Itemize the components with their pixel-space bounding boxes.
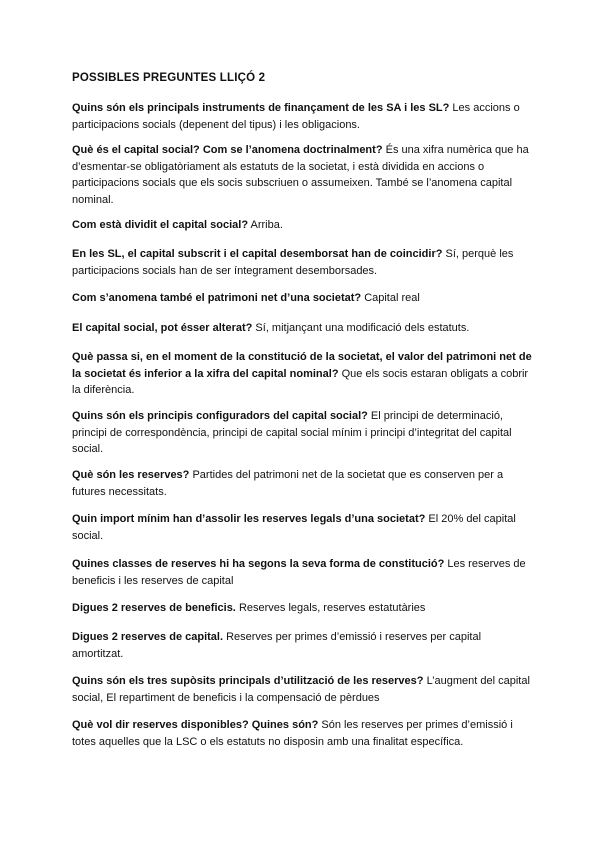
question: Digues 2 reserves de beneficis. <box>72 602 236 614</box>
answer: L’augment del capital social, El repartiment de beneficis i la compensació de pèrdues <box>72 675 530 704</box>
question: El capital social, pot ésser alterat? <box>72 322 253 334</box>
question: Què és el capital social? Com se l’anomena doctrinalment? <box>72 144 383 156</box>
qa-item <box>72 717 532 750</box>
question: Què vol dir reserves disponibles? Quines són? <box>72 719 319 731</box>
question: Quins són els principals instruments de finançament de les SA i les SL? <box>72 102 450 114</box>
qa-item <box>72 467 532 500</box>
qa-item <box>72 320 532 337</box>
answer: Reserves per primes d’emissió i reserves per capital amortitzat. <box>72 631 482 660</box>
answer: Sí, mitjançant una modificació dels estatuts. <box>255 322 470 334</box>
qa-item <box>72 246 532 279</box>
qa-item <box>72 217 532 234</box>
qa-item <box>72 142 532 208</box>
qa-item <box>72 629 532 662</box>
qa-item <box>72 511 532 544</box>
answer: Arriba. <box>250 219 283 231</box>
question: Quin import mínim han d’assolir les reserves legals d’una societat? <box>72 513 426 525</box>
answer: Que els socis estaran obligats a cobrir la diferència. <box>72 367 529 396</box>
answer: El 20% del capital social. <box>72 513 516 542</box>
answer: Les accions o participacions socials (depenent del tipus) i les obligacions. <box>72 102 520 131</box>
question: Què passa si, en el moment de la constitució de la societat, el valor del patrimoni net de la societat és inferior a la xifra del capital nominal? <box>72 351 532 380</box>
qa-item <box>72 290 532 307</box>
answer: Sí, perquè les participacions socials han de ser íntegrament desemborsades. <box>72 248 514 277</box>
answer: El principi de determinació, principi de correspondència, principi de capital social mínim i principi d’integritat del capital social. <box>72 410 512 455</box>
answer: Partides del patrimoni net de la societat que es conserven per a futures necessitats. <box>72 469 504 498</box>
answer: Són les reserves per primes d’emissió i totes aquelles que la LSC o els estatuts no disposin amb una finalitat específica. <box>72 719 513 748</box>
page-title: POSSIBLES PREGUNTES LLIÇÓ 2 <box>72 72 266 84</box>
question: Què són les reserves? <box>72 469 190 481</box>
answer: Reserves legals, reserves estatutàries <box>238 602 426 614</box>
question: Quins són els principis configuradors del capital social? <box>72 410 368 422</box>
qa-item <box>72 556 532 589</box>
qa-item <box>72 349 532 399</box>
question: Com està dividit el capital social? <box>72 219 249 231</box>
answer: Les reserves de beneficis i les reserves de capital <box>72 558 526 587</box>
answer: És una xifra numèrica que ha d’esmentar-se obligatòriament als estatuts de la societat, i està dividida en accions o participacions socials que els socis subscriuen o assumeixen. També se l’anomena capital nominal. <box>72 144 529 206</box>
question: Quines classes de reserves hi ha segons la seva forma de constitució? <box>72 558 445 570</box>
question: Digues 2 reserves de capital. <box>72 631 224 643</box>
qa-item <box>72 100 532 133</box>
qa-item <box>72 673 532 706</box>
qa-item <box>72 408 532 458</box>
answer: Capital real <box>364 292 420 304</box>
question: En les SL, el capital subscrit i el capital desemborsat han de coincidir? <box>72 248 443 260</box>
question: Com s’anomena també el patrimoni net d’una societat? <box>72 292 362 304</box>
question: Quins són els tres supòsits principals d’utilització de les reserves? <box>72 675 424 687</box>
qa-item <box>72 600 532 617</box>
